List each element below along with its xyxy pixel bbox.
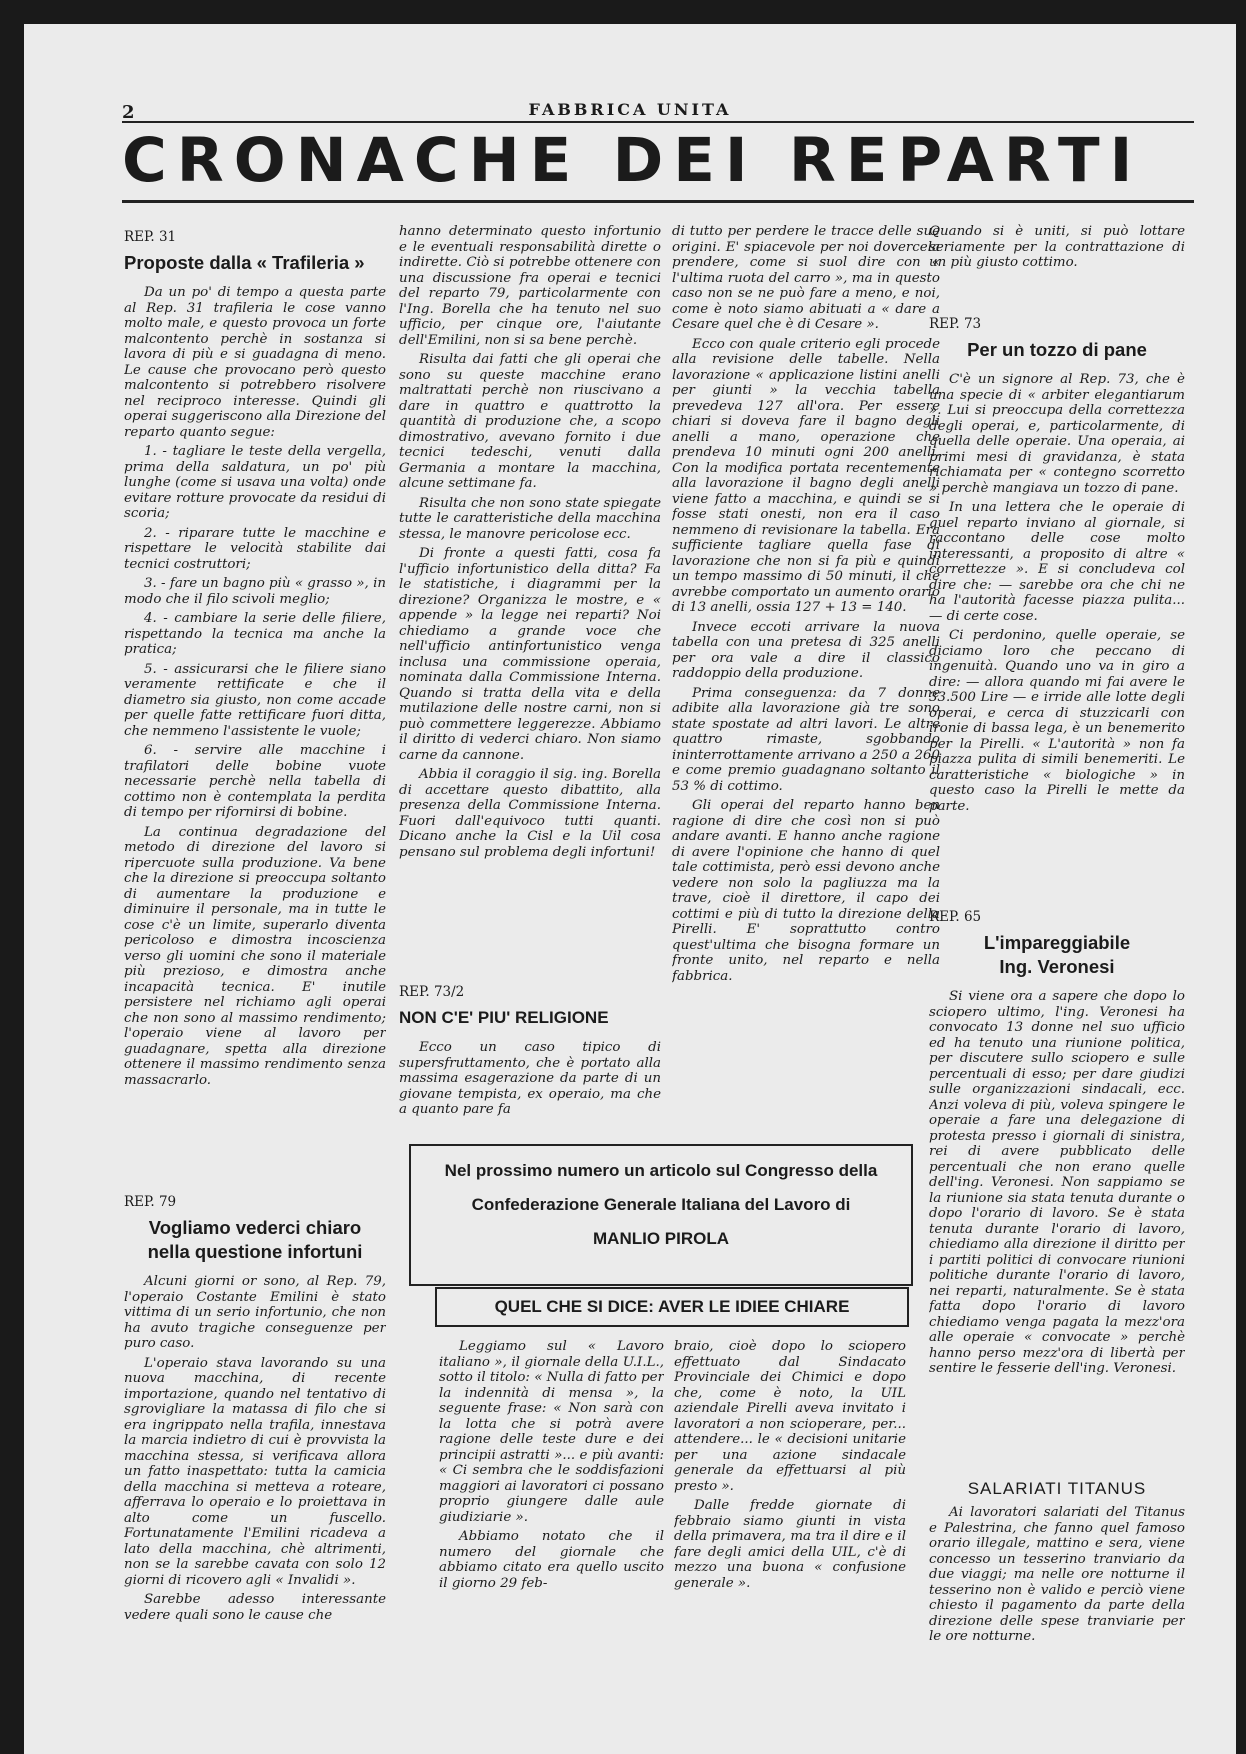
quel-che-si-dice-right bbox=[674, 1339, 906, 1719]
article-rep73-2 bbox=[399, 984, 661, 1134]
paragraph: L'operaio stava lavorando su una nuova macchina, di recente importazione, quando nel tentativo di sgrovigliare la matassa di filo che si era ingrippato nella trafila, innestava la marcia indietro di cui è provvista la macchina stessa, si verificava allora un fatto inaspettato: tutta la camicia della macchina si metteva a roteare, afferrava lo operaio e lo proiettava in alto come un fuscello. Fortunatamente l'Emilini ricadeva a lato della macchina, chè altrimenti, non se la sarebbe cavata con solo 12 giorni di ricovero agli « Invalidi ». bbox=[124, 1355, 386, 1588]
page-number: 2 bbox=[122, 102, 135, 123]
paragraph: braio, cioè dopo lo sciopero effettuato dal Sindacato Provinciale dei Chimici e dopo che, come è noto, la UIL aziendale Pirelli aveva invitato i lavoratori a non scioperare, per... attendere... le « decisioni unitarie per una azione sindacale generale da effettuarsi al più presto ». bbox=[674, 1339, 906, 1494]
paragraph: 6. - servire alle macchine i trafilatori delle bobine vuote necessarie perchè nella tabella di cottimo non è contemplata la perdita di tempo per rifornirsi di bobine. bbox=[124, 743, 386, 820]
paragraph: Prima conseguenza: da 7 donne adibite alla lavorazione già tre sono state spostate ad altri lavori. Le altre quattro rimaste, sgobbando ininterrottamente arrivano a 250 a 260 e come premio guadagnano soltanto il 53 % di cottimo. bbox=[672, 685, 940, 794]
paragraph: Ecco un caso tipico di supersfruttamento, che è portato alla massima esagerazione da parte di un giovane tempista, ex operaio, ma che a quanto pare fa bbox=[399, 1040, 661, 1117]
paragraph: 5. - assicurarsi che le filiere siano veramente rettificate e che il diametro sia giusto, non come accade per quelle fatte rettificare fuori ditta, che nemmeno l'assistente le vuole; bbox=[124, 661, 386, 739]
paragraph: Sarebbe adesso interessante vedere quali sono le cause che bbox=[124, 1592, 386, 1623]
paragraph: Leggiamo sul « Lavoro italiano », il giornale della U.I.L., sotto il titolo: « Nulla di fatto per la indennità di mensa », la seguente frase: « Non sarà con la lotta che si potrà avere ragione delle teste dure e dei principii astratti »... e più avanti: « Ci sembra che le soddisfazioni maggiori ai lavoratori ci possano proprio giungere dalle aule giudiziarie ». bbox=[439, 1339, 664, 1525]
paragraph: 4. - cambiare la serie delle filiere, rispettando la tecnica ma anche la pratica; bbox=[124, 611, 386, 657]
headline: Proposte dalla « Trafileria » bbox=[124, 252, 365, 273]
headline: nella questione infortuni bbox=[147, 1241, 363, 1262]
paragraph: Ecco con quale criterio egli procede alla revisione delle tabelle. Nella lavorazione « applicazione listini anelli per giunti » la vecchia tabella prevedeva 127 all'ora. Per essere chiari si doveva fare il bagno degli anelli a mano, operazione che prendeva 10 minuti ogni 200 anelli. Con la modifica portata recentemente alla lavorazione il bagno degli anelli viene fatto a macchina, e quindi se si fosse stati onesti, non era il caso nemmeno di revisionare la tabella. Era sufficiente tagliare quella fase di lavorazione che non si fa più e quindi un tempo massimo di 50 minuti, il che avrebbe comportato un aumento orario di 13 anelli, ossia 127 + 13 = 140. bbox=[672, 336, 940, 615]
quel-che-si-dice-title: QUEL CHE SI DICE: AVER LE IDIEE CHIARE bbox=[435, 1287, 909, 1327]
newspaper-page bbox=[24, 24, 1236, 1754]
paragraph: Invece eccoti arrivare la nuova tabella con una pretesa di 325 anelli per ora vale a dire il classico raddoppio della produzione. bbox=[672, 619, 940, 681]
article-rep79 bbox=[124, 1194, 386, 1709]
header-rule bbox=[122, 121, 1194, 123]
article-rep65 bbox=[929, 909, 1185, 1459]
rep-label: REP. 73/2 bbox=[399, 984, 465, 1000]
article-cottimo-end bbox=[929, 224, 1185, 294]
paragraph: Ai lavoratori salariati del Titanus e Palestrina, che fanno quel famoso orario illegale, mattino e sera, viene concesso un tesserino tranviario da due viaggi; ma nelle ore notturne il tesserino non è valido e perciò viene chiesto il pagamento da parte della direzione delle spese tranviarie per le ore notturne. bbox=[929, 1505, 1185, 1644]
masthead: CRONACHE DEI REPARTI bbox=[122, 125, 1143, 196]
article-rep73 bbox=[929, 316, 1185, 886]
paragraph: Dalle fredde giornate di febbraio siamo giunti in vista della primavera, ma tra il dire e il fare degli amici della UIL, c'è di mezzo una buona « confusione generale ». bbox=[674, 1498, 906, 1591]
paragraph: Si viene ora a sapere che dopo lo sciopero ultimo, l'ing. Veronesi ha convocato 13 donne nel suo ufficio ed ha tenuto una riunione politica, per discutere sullo sciopero e sulle percentuali di esso; per dare giudizi sulle organizzazioni sindacali, ecc. Anzi voleva di più, voleva spingere le operaie a fare una delegazione di protesta presso i giornali di sinistra, rei di avere pubblicato delle percentuali che non erano quelle dell'ing. Veronesi. Non sappiamo se la riunione sia stata tenuta durante o dopo l'orario di lavoro. Se è stata tenuta durante l'orario di lavoro, chiediamo alla direzione il diritto per i partiti politici di convocare riunioni politiche durante l'orario di lavoro, nei reparti, naturalmente. Se è stata fatta dopo l'orario di lavoro chiediamo venga pagata la mezz'ora alle operaie « convocate » perchè hanno perso mezz'ora di libertà per sentire le fesserie dell'ing. Veronesi. bbox=[929, 989, 1185, 1376]
paragraph: Risulta che non sono state spiegate tutte le caratteristiche della macchina stessa, le manovre pericolose ecc. bbox=[399, 495, 661, 542]
headline: SALARIATI TITANUS bbox=[967, 1479, 1147, 1498]
rep-label: REP. 73 bbox=[929, 316, 982, 332]
paragraph: 2. - riparare tutte le macchine e rispettare le velocità stabilite dai tecnici costruttori; bbox=[124, 525, 386, 572]
paragraph: 3. - fare un bagno più « grasso », in modo che il filo scivoli meglio; bbox=[124, 576, 386, 607]
paragraph: La continua degradazione del metodo di direzione del lavoro si ripercuote sulla produzione. Va bene che la direzione si preoccupa soltanto di aumentare la produzione e diminuire il personale, ma in tutte le cose c'è un limite, superarlo diventa pericoloso e dimostra incoscienza verso gli uomini che sono il materiale più prezioso, e dimostra anche incapacità tecnica. E' inutile persistere nel richiamo agli operai che non sono al massimo rendimento; l'operaio viene al lavoro per guadagnare, spetta alla direzione ottenere il massimo rendimento senza massacrarlo. bbox=[124, 824, 386, 1088]
headline: Ing. Veronesi bbox=[999, 956, 1115, 977]
paragraph: Alcuni giorni or sono, al Rep. 79, l'operaio Costante Emilini è stato vittima di un serio infortunio, che non ha avuto tragiche conseguenze per puro caso. bbox=[124, 1274, 386, 1351]
article-titanus bbox=[929, 1479, 1185, 1719]
rep-label: REP. 31 bbox=[124, 229, 177, 245]
rep-label: REP. 65 bbox=[929, 909, 982, 925]
notice-line: Nel prossimo numero un articolo sul Congresso della bbox=[444, 1161, 878, 1180]
paragraph: 1. - tagliare le teste della vergella, prima della saldatura, un po' più lunghe (come si usava una volta) onde evitare rotture provocate da residui di scoria; bbox=[124, 444, 386, 521]
notice-line: MANLIO PIROLA bbox=[593, 1229, 729, 1248]
headline: Per un tozzo di pane bbox=[967, 339, 1147, 360]
paragraph: Risulta dai fatti che gli operai che sono su queste macchine erano maltrattati perchè non riuscivano a dare in quattro e quattrotto la quantità di produzione che, a scopo dimostrativo, avevano fornito i due tecnici tedeschi, venuti dalla Germania a montare la macchina, alcune settimane fa. bbox=[399, 352, 661, 491]
paragraph: Abbiamo notato che il numero del giornale che abbiamo citato era quello uscito il giorno 29 feb- bbox=[439, 1529, 664, 1591]
article-rep31 bbox=[124, 229, 386, 1169]
paragraph: Da un po' di tempo a questa parte al Rep. 31 trafileria le cose vanno molto male, e questo provoca un forte malcontento perchè in sostanza si lavora di più e si guadagna di meno. Le cause che provocano però questo malcontento si potrebbero risolvere nel reciproco interesse. Quindi gli operai suggeriscono alla Direzione del reparto quanto segue: bbox=[124, 285, 386, 440]
paragraph: hanno determinato questo infortunio e le eventuali responsabilità dirette o indirette. Ciò si potrebbe ottenere con una discussione fra operai e tecnici del reparto 79, particolarmente con l'Ing. Borella che ha tenuto nel suo ufficio, per cinque ore, l'aiutante dell'Emilini, non si sa bene perchè. bbox=[399, 224, 661, 348]
rep-label: REP. 79 bbox=[124, 1194, 177, 1210]
headline: L'impareggiabile bbox=[983, 932, 1131, 953]
quel-che-si-dice-left bbox=[439, 1339, 664, 1719]
paragraph: In una lettera che le operaie di quel reparto inviano al giornale, si raccontano delle cose molto interessanti, a proposito di altre « correttezze ». E si concludeva col dire che: — sarebbe ora che chi ne ha l'autorità facesse piazza pulita... — di certe cose. bbox=[929, 500, 1185, 624]
headline: Vogliamo vederci chiaro bbox=[148, 1217, 362, 1238]
running-title: FABBRICA UNITA bbox=[528, 100, 732, 119]
notice-line: Confederazione Generale Italiana del Lavoro di bbox=[471, 1195, 851, 1214]
notice-box bbox=[409, 1144, 913, 1286]
paragraph: Di fronte a questi fatti, cosa fa l'ufficio infortunistico della ditta? Fa le statistiche, i diagrammi per la direzione? Organizza le mostre, e « appende » la legge nei reparti? Noi chiediamo a grande voce che nell'ufficio antinfortunistico venga inclusa una commissione operaia, nominata dalla Commissione Interna. Quando si tratta della vita e della mutilazione delle nostre carni, non si può commettere leggerezze. Abbiamo il diritto di vederci chiaro. Non siamo carne da cannone. bbox=[399, 546, 661, 763]
masthead-rule bbox=[122, 200, 1194, 203]
paragraph: di tutto per perdere le tracce delle sue origini. E' spiacevole per noi dovercela prendere, come si suol dire con « l'ultima ruota del carro », ma in questo caso non se ne può fare a meno, e noi, come è noto siamo abituati a « dare a Cesare quel che è di Cesare ». bbox=[672, 224, 940, 332]
paragraph: Abbia il coraggio il sig. ing. Borella di accettare questo dibattito, alla presenza della Commissione Interna. Fuori dall'equivoco tutti quanti. Dicano anche la Cisl e la Uil cosa pensano sul problema degli infortuni! bbox=[399, 767, 661, 860]
article-rep79-cont bbox=[399, 224, 661, 964]
paragraph: C'è un signore al Rep. 73, che è una specie di « arbiter elegantiarum ». Lui si preoccupa della correttezza degli operai, e, particolarmente, di quella delle operaie. Una operaia, ai primi mesi di gravidanza, è stata richiamata per « contegno scorretto » perchè mangiava un tozzo di pane. bbox=[929, 372, 1185, 496]
paragraph: Quando si è uniti, si può lottare seriamente per la contrattazione di un più giusto cottimo. bbox=[929, 224, 1185, 270]
paragraph: Gli operai del reparto hanno ben ragione di dire che così non si può andare avanti. E hanno anche ragione di avere l'opinione che hanno di quel tale cottimista, però essi devono anche vedere non solo la pagliuzza ma la trave, cioè il direttore, il capo dei cottimi e più di tutto la direzione della Pirelli. E' soprattutto contro quest'ultima che bisogna formare un fronte unito, nel reparto e nella fabbrica. bbox=[672, 798, 940, 984]
headline: NON C'E' PIU' RELIGIONE bbox=[399, 1008, 609, 1027]
paragraph: Ci perdonino, quelle operaie, se diciamo loro che peccano di ingenuità. Quando uno va in giro a dire: — allora quando mi fai avere le 33.500 Lire — e irride alle lotte degli operai, e cerca di stuzzicarli con ironie di bassa lega, è un benemerito per la Pirelli. « L'autorità » non fa piazza pulita di simili benemeriti. Le caratteristiche « biologiche » in questo caso la Pirelli le mette da parte. bbox=[929, 628, 1185, 814]
article-rep73-2-cont bbox=[672, 224, 940, 1134]
